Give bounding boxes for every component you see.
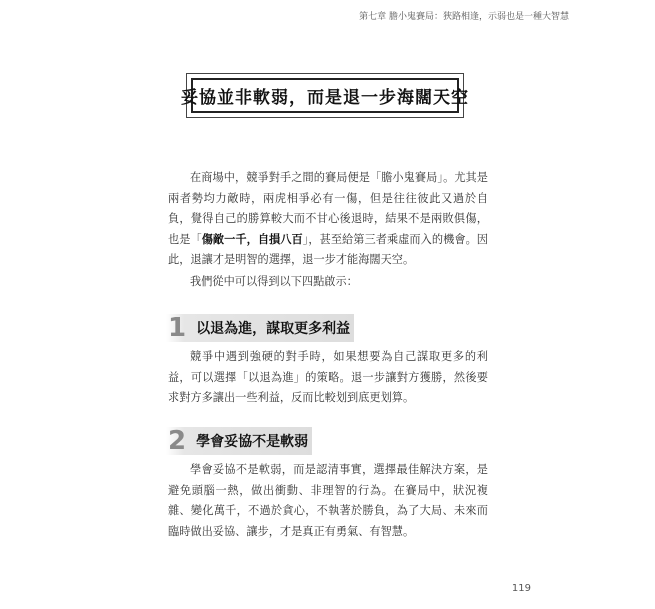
- page-number: 119: [511, 583, 531, 594]
- intro-text-b: 」，甚至給第三者乘虛而入的機會。因此，退讓才是明智的選擇，退一步才能海闊天空。: [168, 232, 488, 267]
- intro-paragraph-1: [168, 168, 488, 271]
- section-title-2: 學會妥協不是軟弱: [196, 434, 309, 450]
- title-box: [181, 73, 469, 118]
- section-number-2: 2: [168, 426, 187, 456]
- section-body-1: 競爭中遇到強硬的對手時，如果想要為自己謀取更多的利益，可以選擇「以退為進」的策略。退一步讓對方獲勝，然後要求對方多讓出一些利益，反而比較划到底更划算。: [168, 350, 488, 405]
- section-body-2: 學會妥協不是軟弱，而是認清事實，選擇最佳解決方案，是避免頭腦一熱，做出衝動、非理智的行為。在賽局中，狀況複雜、變化萬千，不過於貪心，不執著於勝負，為了大局、未來而臨時做出妥協、讓步，才是真正有勇氣、有智慧。: [168, 463, 488, 538]
- running-header: 第七章 膽小鬼賽局：狹路相逢，示弱也是一種大智慧: [359, 12, 569, 22]
- section-title-1: 以退為進，謀取更多利益: [196, 321, 351, 337]
- intro-highlight: 傷敵一千，自損八百: [201, 232, 303, 246]
- intro-paragraph-2: 我們從中可以得到以下四點啟示：: [190, 275, 358, 288]
- page-title: 妥協並非軟弱，而是退一步海闊天空: [181, 88, 469, 108]
- intro-text-a: 在商場中，競爭對手之間的賽局便是「膽小鬼賽局」。尤其是兩者勢均力敵時，兩虎相爭必有一傷，但是往往彼此又過於自負，覺得自己的勝算較大而不甘心後退時，結果不是兩敗俱傷，也是「: [168, 171, 488, 246]
- section-number-1: 1: [168, 313, 187, 343]
- section-heading-2: [166, 427, 312, 455]
- section-heading-1: [166, 314, 354, 342]
- title-frame: [181, 78, 469, 113]
